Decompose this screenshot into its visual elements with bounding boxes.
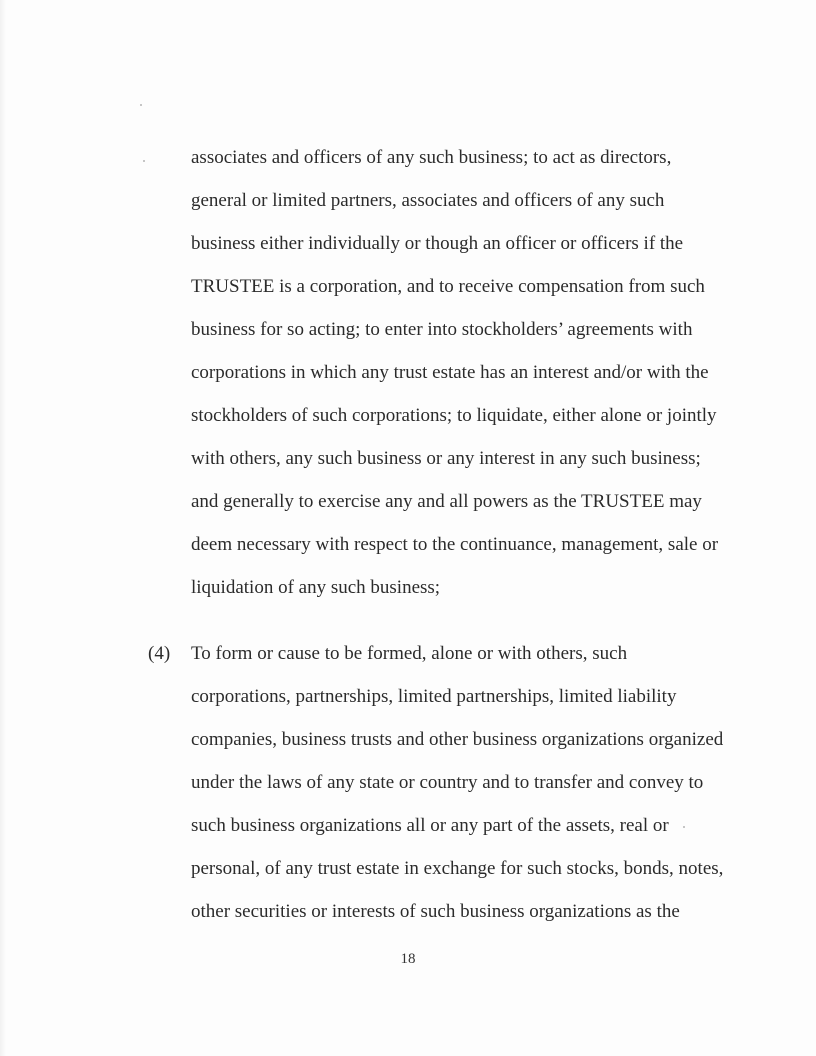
text-line: corporations in which any trust estate has an interest and/or with the <box>191 362 709 383</box>
text-line: business for so acting; to enter into stockholders’ agreements with <box>191 319 693 340</box>
text-line: under the laws of any state or country and to transfer and convey to <box>191 772 704 793</box>
scan-speck <box>140 104 142 106</box>
scan-speck <box>143 160 145 162</box>
text-line: companies, business trusts and other business organizations organized <box>191 729 724 750</box>
scan-speck <box>683 826 685 828</box>
page-number: 18 <box>400 951 416 967</box>
scan-edge-shadow <box>0 0 6 1056</box>
text-line: stockholders of such corporations; to liquidate, either alone or jointly <box>191 405 717 426</box>
text-line: corporations, partnerships, limited partnerships, limited liability <box>191 686 677 707</box>
text-line: general or limited partners, associates and officers of any such <box>191 190 665 211</box>
text-line: associates and officers of any such business; to act as directors, <box>191 147 672 168</box>
text-line: business either individually or though an officer or officers if the <box>191 233 684 254</box>
text-line: deem necessary with respect to the continuance, management, sale or <box>191 534 719 555</box>
text-line: To form or cause to be formed, alone or with others, such <box>191 643 628 664</box>
text-line: with others, any such business or any interest in any such business; <box>191 448 701 469</box>
text-line: such business organizations all or any part of the assets, real or <box>191 815 669 836</box>
text-line: other securities or interests of such business organizations as the <box>191 901 680 922</box>
text-line: personal, of any trust estate in exchange for such stocks, bonds, notes, <box>191 858 724 879</box>
list-item-marker: (4) <box>148 643 171 664</box>
text-line: TRUSTEE is a corporation, and to receive compensation from such <box>191 276 705 297</box>
text-line: and generally to exercise any and all powers as the TRUSTEE may <box>191 491 702 512</box>
text-line: liquidation of any such business; <box>191 577 441 598</box>
